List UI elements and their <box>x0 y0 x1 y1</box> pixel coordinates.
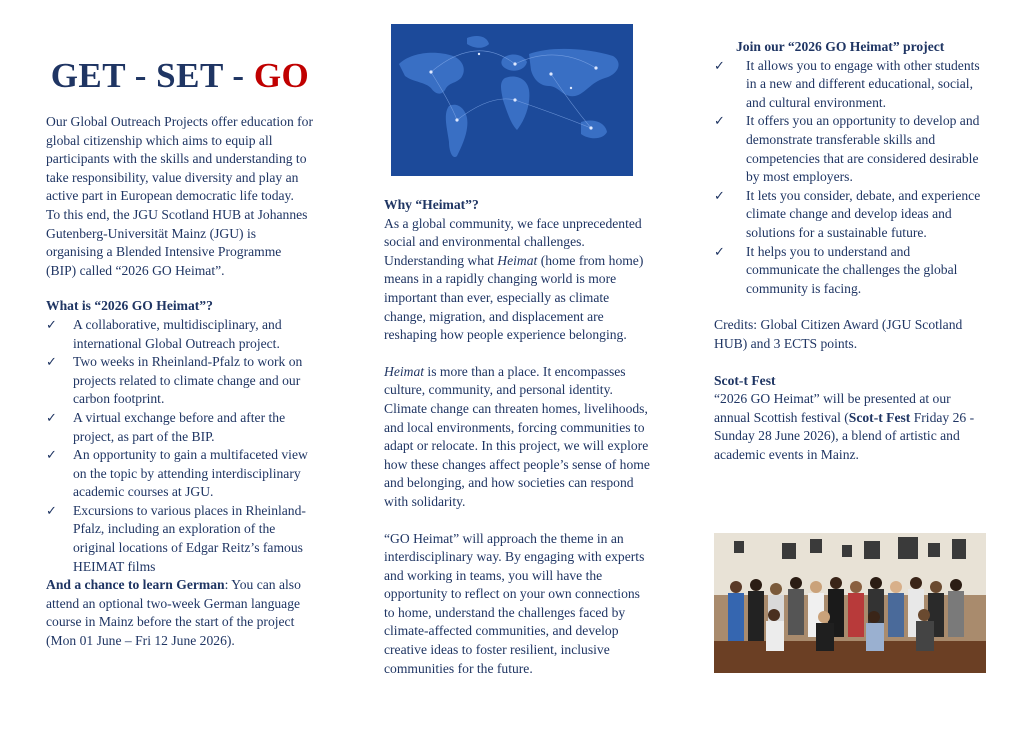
list-item: ✓ A collaborative, multidisciplinary, and international Global Outreach project. <box>46 316 282 351</box>
group-photo <box>714 533 986 673</box>
what-heading: What is “2026 GO Heimat”? <box>46 298 213 314</box>
intro-paragraph: Our Global Outreach Projects offer education for global citizenship which aims to equip all participants with the skills and understanding to take responsibility, value diversity and play an active part in European democratic life today. <box>46 114 313 204</box>
why-heading: Why “Heimat”? <box>384 197 479 212</box>
check-icon: ✓ <box>46 354 57 370</box>
page-title: GET - SET - GO <box>50 56 310 95</box>
list-item: ✓ It offers you an opportunity to develop and demonstrate transferable skills and competencies that are considered desirable by most employers. <box>714 113 980 185</box>
column-middle <box>384 196 652 678</box>
german-paragraph: And a chance to learn German: You can also attend an optional two-week German language course in Mainz before the start of the project (Mon 01 June – Fri 12 June 2026). <box>46 577 301 649</box>
why-paragraph: As a global community, we face unprecedented social and environmental challenges. Understanding what Heimat (home from home) means in a rapidly changing world is more important than ever, especially as climate change, migration, and displacement are reshaping how people experience belonging. <box>384 215 644 343</box>
list-item: ✓ Two weeks in Rheinland-Pfalz to work on projects related to climate change and our carbon footprint. <box>46 354 303 407</box>
list-item: ✓ It lets you consider, debate, and experience climate change and develop ideas and solutions for a sustainable future. <box>714 187 981 240</box>
heimat-paragraph: Heimat is more than a place. It encompasses culture, community, and personal identity. Climate change can threaten homes, livelihoods, and local environments, forcing communities to adapt or relocate. In this project, we will explore how these changes affect people’s sense of home and belonging, and how societies can respond with solidarity. <box>384 363 650 509</box>
world-map-image <box>391 24 633 176</box>
join-list <box>714 57 982 299</box>
list-item: ✓ It helps you to understand and communicate the challenges the global community is facing. <box>714 243 958 296</box>
list-item: ✓ It allows you to engage with other students in a new and different educational, social, and cultural environment. <box>714 57 980 110</box>
check-icon: ✓ <box>714 187 725 203</box>
fest-heading: Scot-t Fest <box>714 372 776 388</box>
column-right <box>714 38 982 464</box>
group-photo-image <box>714 533 986 673</box>
intro-paragraph-2: To this end, the JGU Scotland HUB at Johannes Gutenberg-Universität Mainz (JGU) is organising a Blended Intensive Programme (BIP) called “2026 GO Heimat”. <box>46 206 308 278</box>
what-list <box>46 316 314 576</box>
check-icon: ✓ <box>714 243 725 259</box>
check-icon: ✓ <box>46 447 57 463</box>
check-icon: ✓ <box>714 113 725 129</box>
go-heimat-paragraph: “GO Heimat” will approach the theme in an interdisciplinary way. By engaging with experts and working in teams, you will have the opportunity to reflect on your own connections to home, understand the challenges faced by climate-affected communities, and develop creative ideas to foster resilient, inclusive communities for the future. <box>384 530 645 676</box>
list-item: ✓ An opportunity to gain a multifaceted view on the topic by attending interdisciplinary academic courses at JGU. <box>46 447 308 500</box>
world-map-icon <box>391 24 633 176</box>
join-heading: Join our “2026 GO Heimat” project <box>736 39 945 54</box>
column-left <box>46 113 314 651</box>
check-icon: ✓ <box>46 316 57 332</box>
list-item: ✓ Excursions to various places in Rheinland-Pfalz, including an exploration of the original locations of Edgar Reitz’s famous HEIMAT films <box>46 502 306 574</box>
check-icon: ✓ <box>714 57 725 73</box>
check-icon: ✓ <box>46 409 57 425</box>
check-icon: ✓ <box>46 502 57 518</box>
fest-paragraph: “2026 GO Heimat” will be presented at our annual Scottish festival (Scot-t Fest Friday 26 - Sunday 28 June 2026), a blend of artistic and academic events in Mainz. <box>714 391 975 462</box>
list-item: ✓ A virtual exchange before and after the project, as part of the BIP. <box>46 409 286 444</box>
credits-paragraph: Credits: Global Citizen Award (JGU Scotland HUB) and 3 ECTS points. <box>714 317 963 351</box>
